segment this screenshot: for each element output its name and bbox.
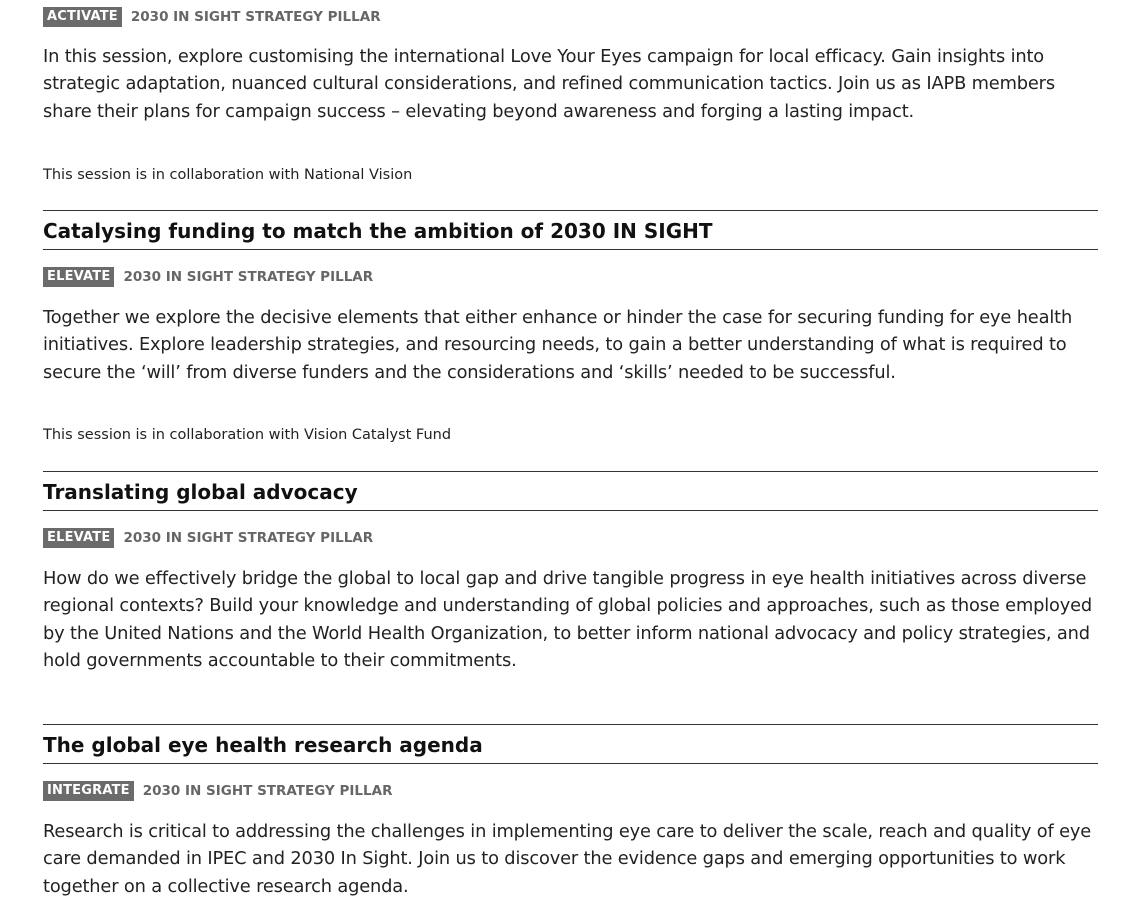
top-divider [43, 471, 1098, 472]
pillar-badge: INTEGRATE [43, 781, 134, 801]
session-title: Translating global advocacy [43, 480, 358, 504]
title-divider [43, 510, 1098, 511]
top-divider [43, 210, 1098, 211]
pillar-label: 2030 IN SIGHT STRATEGY PILLAR [142, 783, 393, 799]
pillar-label: 2030 IN SIGHT STRATEGY PILLAR [123, 269, 374, 285]
pillar-label: 2030 IN SIGHT STRATEGY PILLAR [123, 530, 374, 546]
pillar-row [43, 528, 373, 548]
pillar-row [43, 781, 392, 801]
pillar-label: 2030 IN SIGHT STRATEGY PILLAR [130, 9, 381, 25]
pillar-row [43, 7, 381, 27]
session-description: Together we explore the decisive elements that either enhance or hinder the case for securing funding for eye health initiatives. Explore leadership strategies, and resourcing needs, to gain a better understanding of what is required to secure the ‘will’ from diverse funders and the considerations and ‘skills’ needed to be successful. [43, 307, 1073, 383]
pillar-badge: ELEVATE [43, 267, 114, 287]
pillar-badge: ELEVATE [43, 528, 114, 548]
title-divider [43, 763, 1098, 764]
session-title: The global eye health research agenda [43, 733, 483, 757]
session-description: Research is critical to addressing the challenges in implementing eye care to deliver the scale, reach and quality of eye care demanded in IPEC and 2030 In Sight. Join us to discover the evidence gaps and emerging opportunities to work together on a collective research agenda. [43, 821, 1092, 897]
title-divider [43, 249, 1098, 250]
top-divider [43, 724, 1098, 725]
pillar-badge: ACTIVATE [43, 7, 122, 27]
pillar-row [43, 267, 373, 287]
session-collaboration: This session is in collaboration with National Vision [43, 167, 413, 183]
session-description: In this session, explore customising the international Love Your Eyes campaign for local efficacy. Gain insights into strategic adaptation, nuanced cultural considerations, and refined communication tactics. Join us as IAPB members share their plans for campaign success – elevating beyond awareness and forging a lasting impact. [43, 46, 1055, 122]
session-description: How do we effectively bridge the global to local gap and drive tangible progress in eye health initiatives across diverse regional contexts? Build your knowledge and understanding of global policies and approaches, such as those employed by the United Nations and the World Health Organization, to better inform national advocacy and policy strategies, and hold governments accountable to their commitments. [43, 568, 1093, 671]
session-title: Catalysing funding to match the ambition of 2030 IN SIGHT [43, 219, 713, 243]
session-collaboration: This session is in collaboration with Vision Catalyst Fund [43, 427, 452, 443]
